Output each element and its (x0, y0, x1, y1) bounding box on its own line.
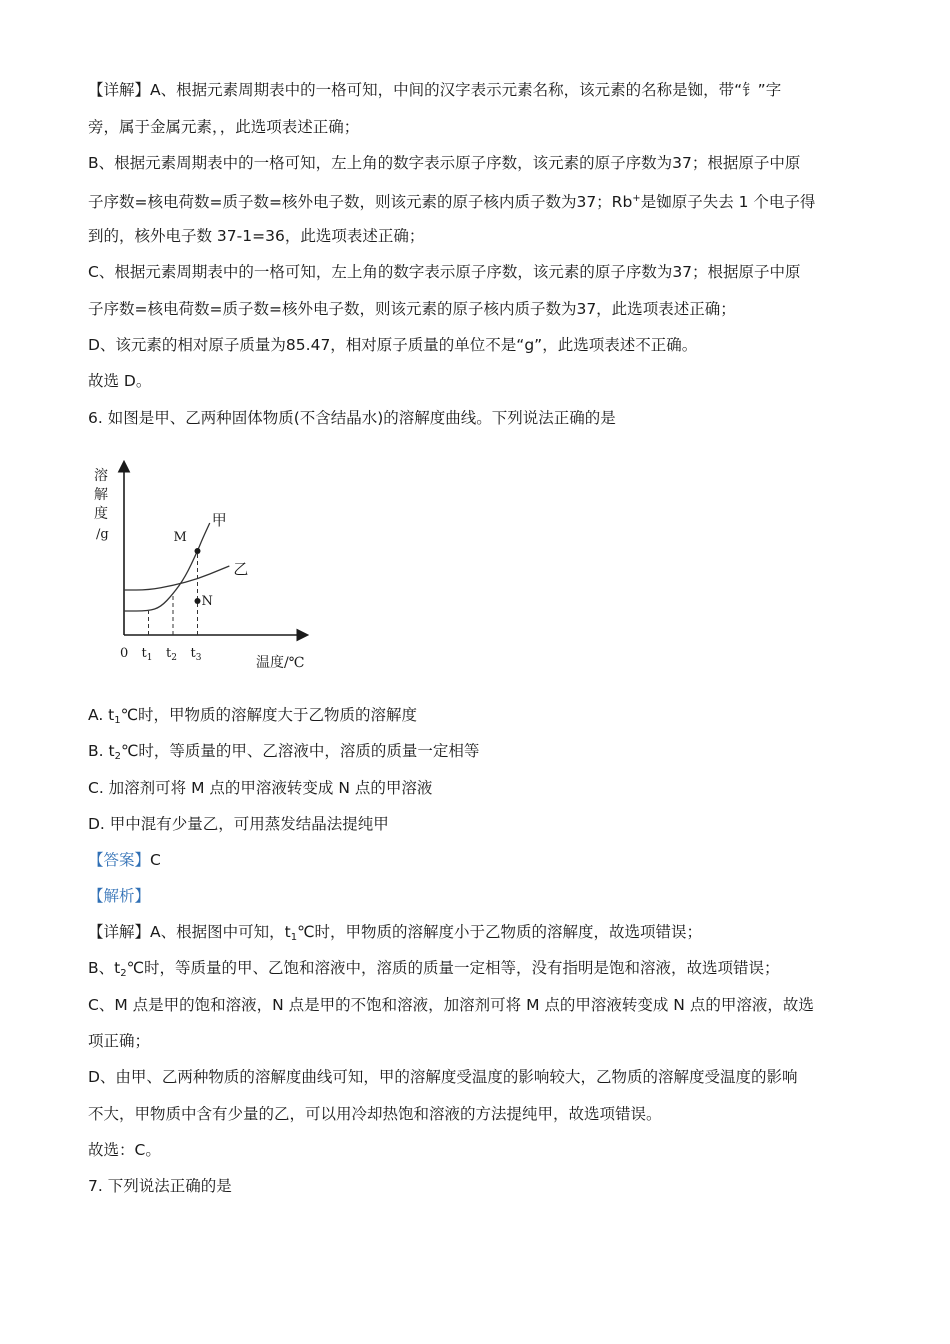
prev-c-line1: C、根据元素周期表中的一格可知，左上角的数字表示原子序数，该元素的原子序数为37；根据原子中原 (88, 263, 801, 281)
q6-answer (88, 850, 161, 870)
prev-a-text: A、根据元素周期表中的一格可知，中间的汉字表示元素名称，该元素的名称是铷，带“ (150, 81, 743, 99)
q6-choose: 故选：C。 (88, 1141, 161, 1159)
point-label-M: M (173, 530, 187, 545)
q6-exp-c-line1: C、M 点是甲的饱和溶液，N 点是甲的不饱和溶液，加溶剂可将 M 点的甲溶液转变成 N 点的甲溶液，故选 (88, 996, 814, 1014)
curve-jia (124, 523, 210, 611)
curve-label-yi: 乙 (233, 560, 249, 578)
prev-b-text-tail: 是铷原子失去 1 个电子得 (640, 193, 816, 211)
q6-exp-b: B、$t_2℃$时，等质量的甲、乙饱和溶液中，溶质的质量一定相等，没有指明是饱和溶液，故选项错误； (88, 959, 780, 979)
y-label-char-1: 溶 (94, 468, 108, 484)
answer-value: C (150, 851, 161, 869)
detail-tag: 【详解】 (88, 81, 151, 99)
q6-exp-a: 【详解】A、根据图中可知，$t_1℃$时，甲物质的溶解度小于乙物质的溶解度，故选项错误； (88, 923, 702, 943)
radical-glyph: 钅 (742, 81, 758, 99)
y-label-char-2: 解 (94, 487, 108, 503)
q6-stem: 6. 如图是甲、乙两种固体物质(不含结晶水)的溶解度曲线。下列说法正确的是 (88, 409, 616, 427)
curve-label-jia: 甲 (211, 511, 227, 529)
origin-label: 0 (120, 646, 129, 661)
x-tick-label-t1: $t_1$ (141, 646, 153, 663)
prev-choose: 故选 D。 (88, 372, 152, 390)
prev-d-line1: D、该元素的相对原子质量为85.47，相对原子质量的单位不是“g”，此选项表述不正确。 (88, 336, 698, 354)
prev-a-line1 (88, 80, 781, 100)
x-axis-label: 温度/℃ (256, 655, 305, 671)
solubility-chart (88, 455, 328, 680)
answer-tag: 【答案】 (88, 851, 151, 869)
point-M (195, 548, 201, 554)
prev-c-line2: 子序数=核电荷数=质子数=核外电子数，则该元素的原子核内质子数为37，此选项表述正确； (88, 300, 736, 318)
prev-b-line2 (88, 189, 815, 212)
prev-b-line3: 到的，核外电子数 37-1=36，此选项表述正确； (88, 227, 425, 245)
x-tick-label-t2: $t_2$ (166, 646, 177, 663)
q6-option-b: B. $t_2℃$时，等质量的甲、乙溶液中，溶质的质量一定相等 (88, 742, 480, 762)
rb-ion-charge: + (632, 193, 641, 204)
q6-option-d: D. 甲中混有少量乙，可用蒸发结晶法提纯甲 (88, 815, 389, 833)
chart-marks (124, 511, 248, 663)
prev-a-line2: 旁，属于金属元素，，此选项表述正确； (88, 118, 360, 136)
q6-option-c: C. 加溶剂可将 M 点的甲溶液转变成 N 点的甲溶液 (88, 779, 433, 797)
point-N (195, 598, 201, 604)
q6-exp-d-line1: D、由甲、乙两种物质的溶解度曲线可知，甲的溶解度受温度的影响较大，乙物质的溶解度受温度的影响 (88, 1068, 798, 1086)
q7-stem: 7. 下列说法正确的是 (88, 1177, 232, 1195)
prev-b-line1: B、根据元素周期表中的一格可知，左上角的数字表示原子序数，该元素的原子序数为37；根据原子中原 (88, 154, 801, 172)
q6-option-a: A. $t_1℃$时，甲物质的溶解度大于乙物质的溶解度 (88, 706, 418, 726)
x-tick-label-t3: $t_3$ (190, 646, 202, 663)
y-label-unit: /g (96, 527, 109, 542)
prev-a-text-tail: ”字 (757, 81, 782, 99)
prev-b-text: 子序数=核电荷数=质子数=核外电子数，则该元素的原子核内质子数为37；Rb (88, 193, 633, 211)
q6-analysis-tag: 【解析】 (88, 887, 151, 905)
y-label-char-3: 度 (94, 506, 108, 522)
curve-yi (124, 566, 229, 590)
point-label-N: N (201, 594, 213, 609)
detail-tag: 【详解】 (88, 923, 151, 941)
q6-exp-c-line2: 项正确； (88, 1032, 151, 1050)
q6-exp-d-line2: 不大，甲物质中含有少量的乙，可以用冷却热饱和溶液的方法提纯甲，故选项错误。 (88, 1105, 662, 1123)
